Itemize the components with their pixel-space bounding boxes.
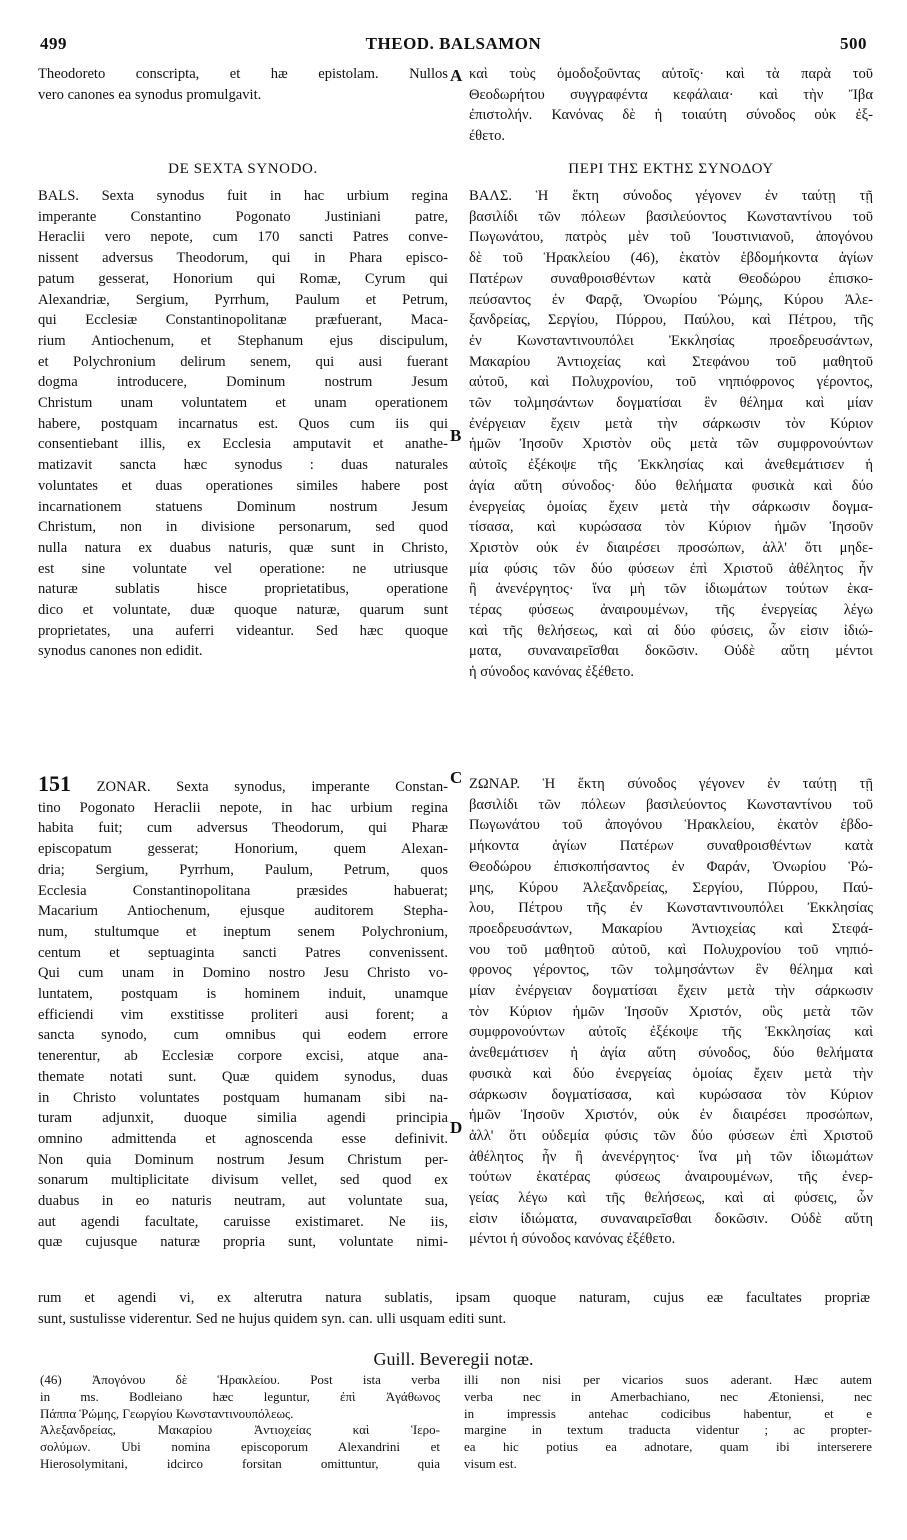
text-line: Macarium Antiochenum, ejusque auditorem Stepha- [38,903,448,920]
text-line: Heraclii vero nepote, cum 170 sancti Patres conve- [38,229,448,246]
text-line: Πωγωνάτου, πατρὸς μὲν τοῦ Ἰουστινιανοῦ, ἀπογόνου [469,229,873,246]
zonaras-greek [469,774,873,1250]
text-line: Christum unam voluntatem et unam operationem [38,395,448,412]
text-line: et Polychronium delirum senem, qui ausi fuerant [38,353,448,370]
note-line: visum est. [464,1455,517,1471]
text-line: τούτων ἑκατέρας φύσεως ἀναιρουμένων, τῆς ἐνερ- [469,1169,873,1186]
margin-letter-a: A [450,66,463,85]
text-line: tino Pogonato Heraclii nepote, in hac urbium regina [38,799,448,816]
text-line: ἡ σύνοδος κανόνας ἐξέθετο. [469,664,634,681]
text-line: dria; Sergium, Pyrrhum, Paulum, Petrum, quos [38,861,448,878]
text-line: ἐνέργειαν ἔχειν μετὰ τὴν σάρκωσιν τὸν Κύριον [469,415,873,432]
text-line: Μακαρίου Ἀντιοχείας καὶ Στεφάνου τοῦ μαθητοῦ [469,353,873,370]
text-line: τίσασα, καὶ κυρώσασα τὸν Κύριον ἡμῶν Ἰησοῦν [469,519,873,536]
text-line: turam adjunxit, duoque similia agendi principia [38,1110,448,1127]
text-line: Πατέρων συναθροισθέντων κατὰ Θεοδώρου ἐπισκο- [469,270,873,287]
text-line: λου, Πέτρου τῆς ἐν Κωνσταντινουπόλει Ἐκκλησίας [469,900,873,917]
text-line: αὐτοῖς ἐξέκοψε τῆς Ἐκκλησίας καὶ ἀνεθεμάτισεν ἡ [469,457,873,474]
note-line: illi non nisi per vicarios suos aderant. Hæc autem [464,1372,872,1387]
text-line: rum et agendi vi, ex alterutra natura sublatis, ipsam quoque naturam, cujus eæ facultates propriæ [38,1290,870,1306]
text-line: efficiendi vim exstitisse proliteri ausi forent; a [38,1006,448,1023]
text-line: voluntates et duas operationes similes habere post [38,477,448,494]
latin-section-title: DE SEXTA SYNODO. [168,161,318,177]
text-line: Θεοδωρήτου συγγραφέντα κεφάλαια· καὶ τὴν Ἴβα [469,86,873,103]
margin-letter-c: C [450,768,463,787]
text-line: naturæ sublatis hisce proprietatibus, operatione [38,581,448,598]
text-line: dogma introducere, Dominum nostrum Jesum [38,374,448,391]
text-line: Christum, non in divisione personarum, sed quod [38,519,448,536]
text-line: num, stultumque et ineptum senem Polychronium, [38,923,448,940]
text-line: αὐτοῦ, καὶ Πολυχρονίου, τοῦ νηπιόφρονος γέροντος, [469,374,873,391]
text-line: BALS. Sexta synodus fuit in hac urbium regina [38,188,448,204]
text-line: sancta synodo, cum omnibus qui eodem errore [38,1027,448,1044]
text-line: sunt, sustulisse viderentur. Sed ne hujus quidem syn. can. ulli usquam editi sunt. [38,1310,507,1327]
text-line: matizavit sancta hæc synodus : duas naturales [38,457,448,474]
note-line: margine in textum traducta videntur ; ac propter- [464,1422,872,1438]
text-line: ἀνεθεμάτισεν ἡ ἁγία αὕτη σύνοδος, δύο θελήματα [469,1045,873,1062]
text-line: τῶν τολμησάντων δογματίσαι ἓν θέλημα καὶ μίαν [469,395,873,412]
text-line: nulla natura ex duabus naturis, quæ sunt in Christo, [38,539,448,556]
notes-left-column [40,1372,440,1473]
text-line: tenerentur, ab Ecclesiæ corpore excisi, atque ana- [38,1048,448,1065]
note-line: verba nec in Amerbachiano, nec Ætoniensi, nec [464,1388,872,1404]
text-line: νου τοῦ μαθητοῦ αὐτοῦ, καὶ Πολυχρονίου τοῦ νηπιό- [469,941,873,958]
text-line: γείας λέγω καὶ τῆς θελήσεως, καὶ αἱ φύσεις, ὧν [469,1190,873,1207]
text-line: ξανδρείας, Σεργίου, Πύρρου, Παύλου, καὶ Πέτρου, τῆς [469,312,873,329]
text-line: patum gesserat, Honorium qui Romæ, Cyrum qui [38,270,448,287]
text-line: συμφρονούντων αὐτοῖς ἐξέκοψε τῆς Ἐκκλησίας καὶ [469,1024,873,1041]
text-line: dico et voluntate, duæ quoque naturæ, quarum sunt [38,602,448,619]
text-line: έθετο. [469,128,506,145]
text-line: τέρας φύσεως ἀναιρουμένων, τῆς ἐνεργείας λέγω [469,602,873,619]
zonaras-latin [38,771,448,1253]
text-line: τὸν Κύριον ἡμῶν Ἰησοῦν Χριστόν, οὓς μετὰ τῶν [469,1003,873,1020]
text-line: aut agendi facultate, caruisse existimaret. Ne iis, [38,1213,448,1230]
text-line: consentiebant illis, ex Ecclesia amputavit et anathe- [38,436,448,453]
latin-top-continuation [38,64,448,105]
text-line: προεδρευσάντων, Μακαρίου Ἀντιοχείας καὶ Στεφά- [469,920,873,937]
note-line: in impressis antehac codicibus habentur, et e [464,1405,872,1421]
text-line: ΒΑΛΣ. Ἡ ἕκτη σύνοδος γέγονεν ἐν ταύτῃ τῇ [469,188,873,204]
text-line: qui Ecclesiæ Constantinopolitanæ præfuerant, Maca- [38,312,448,329]
text-line: Non quia Dominum nostrum Jesum Christum per- [38,1151,448,1168]
text-line: ματα, συναναιρεῖσθαι δοκῶσιν. Οὐδὲ αὕτη μέντοι [469,643,873,660]
text-line: nissent adversus Theodorum, qui in Phara episco- [38,250,448,267]
notes-right-column [464,1372,872,1473]
text-line: habita fuit; cum adversus Theodorum, qui Pharæ [38,820,448,837]
text-line: ἁγία αὕτη σύνοδος· δύο θελήματα φυσικὰ καὶ δύο [469,477,873,494]
text-line: μίαν ἐνέργειαν δογματίσαι ἔχειν μετὰ τὴν σάρκωσιν [469,983,873,1000]
text-line [38,771,448,798]
text-line: βασιλίδι τῶν πόλεων βασιλεύοντος Κωνσταντίνου τοῦ [469,208,873,225]
running-title: THEOD. BALSAMON [365,34,542,53]
text-line: imperante Constantino Pogonato Justiniani patre, [38,208,448,225]
margin-letter-d: D [450,1118,463,1137]
text-line: ἐν Κωνσταντινουπόλει Ἐκκλησίας προεδρευσάντων, [469,332,873,349]
note-line: ea hic potius ea adnotare, quam ibi interserere [464,1439,872,1455]
text-line: centum et septuaginta sancti Patres convenissent. [38,944,448,961]
balsamon-latin [38,186,448,662]
note-line: Ἀλεξανδρείας, Μακαρίου Ἀντιοχείας καὶ Ἱερο- [40,1422,440,1438]
text-line: βασιλίδι τῶν πόλεων βασιλεύοντος Κωνσταντίνου τοῦ [469,796,873,813]
right-page-number: 500 [840,34,867,53]
note-line: σολύμων. Ubi nomina episcoporum Alexandrini et [40,1439,440,1455]
text-line: themate notati sunt. Quæ quidem synodus, duas [38,1068,448,1085]
text-line: σάρκωσιν δογματίσασα, καὶ κυρώσασα τὸν Κύριον [469,1086,873,1103]
text-line: ἡμῶν Ἰησοῦν Χριστόν, οὐκ ἐν διαιρέσει προσώπων, [469,1107,873,1124]
text-line: δὲ τοῦ Ἡρακλείου (46), ἑκατὸν ἑβδομήκοντα ἁγίων [469,250,873,267]
text-line: Alexandriæ, Sergium, Pyrrhum, Paulum et Petrum, [38,291,448,308]
note-line: Hierosolymitani, idcirco forsitan omittuntur, quia [40,1455,440,1471]
text-line: φρονος γέροντος, τῶν τολμησάντων ἓν θέλημα καὶ [469,962,873,979]
text-line: μία φύσις τῶν δύο φύσεων ἐπὶ Χριστοῦ ἀθέλητος ἦν [469,560,873,577]
text-line: vero canones ea synodus promulgavit. [38,86,262,103]
text-line: episcopatum gesserat; Honorium, quem Alexan- [38,841,448,858]
text-line: καὶ τοὺς ὁμοδοξοῦντας αὐτοῖς· καὶ τὰ παρὰ τοῦ [469,66,873,82]
text-line: Ecclesia Constantinopolitana præsides habuerat; [38,882,448,899]
text-line: est sine voluntate vel operatione: ne utriusque [38,560,448,577]
margin-letter-b: B [450,426,462,445]
text-line: luntatem, postquam is hominem induit, unamque [38,986,448,1003]
text-line: Qui cum unam in Domino nostro Jesu Christo vo- [38,965,448,982]
note-line: in ms. Bodleiano hæc leguntur, ἐπὶ Ἀγάθωνος [40,1388,440,1404]
text-line: quæ cujusque naturæ propria sunt, voluntate nimi- [38,1234,448,1251]
text-line: φυσικὰ καὶ δύο ἐνεργείας ὁμοίας ἔχειν μετὰ τὴν [469,1065,873,1082]
text-line: omnino admittenda et agnoscenda esse definivit. [38,1130,448,1147]
text-line: duabus in eo naturis neutram, aut voluntate sua, [38,1193,448,1210]
text-line: ΖΩΝΑΡ. Ἡ ἕκτη σύνοδος γέγονεν ἐν ταύτῃ τῇ [469,776,873,792]
text-line: ἐνεργείας ὁμοίας ἔχειν μετὰ τὴν σάρκωσιν δογμα- [469,498,873,515]
text-line: μέντοι ἡ σύνοδος κανόνας ἐξέθετο. [469,1231,676,1248]
left-page-number: 499 [40,34,67,53]
text-line: proprietates, una auferri videantur. Sed hæc quoque [38,622,448,639]
text-line: ἀλλ' ὅτι οὐδεμία φύσις τῶν δύο φύσεων ἐπὶ Χριστοῦ [469,1127,873,1144]
text-line: incarnationem statuens Dominum nostrum Jesum [38,498,448,515]
balsamon-greek [469,186,873,683]
text-line: habere, postquam incarnatus est. Quos cum iis qui [38,415,448,432]
text-line: ἐπιστολήν. Κανόνας δὲ ἡ τοιαύτη σύνοδος οὐκ ἐξ- [469,107,873,124]
text-line: synodus canones non edidit. [38,643,203,660]
text-line: Θεοδώρου ἐπισκοπήσαντος ἐν Φαράν, Ὀνωρίου Ῥώ- [469,858,873,875]
text-line: ἡμῶν Ἰησοῦν Χριστὸν οὓς μετὰ τῶν συμφρονούντων [469,436,873,453]
text-line: καὶ τῆς θελήσεως, καὶ αἱ δύο φύσεις, ὧν εἰσιν ἰδιώ- [469,622,873,639]
greek-section-title: ΠΕΡΙ ΤΗΣ ΕΚΤΗΣ ΣΥΝΟΔΟΥ [568,161,774,177]
notes-title: Guill. Beveregii notæ. [373,1349,534,1369]
text-line: μης, Κύρου Ἀλεξανδρείας, Σεργίου, Πύρρου, Παύ- [469,879,873,896]
text-line: μήκοντα ἁγίων Πατέρων συναθροισθέντων κατὰ [469,838,873,855]
greek-top-continuation [469,64,873,147]
text-line: εἰσιν ἰδιώματα, συναναιρεῖσθαι δοκῶσιν. Οὐδὲ αὕτη [469,1210,873,1227]
column-number: 151 [38,771,71,796]
text-line: Πωγωνάτου τοῦ ἀπογόνου Ἡρακλείου, ἑκατὸν ἑβδο- [469,817,873,834]
note-line: (46) Ἀπογόνου δὲ Ἡρακλείου. Post ista verba [40,1372,440,1387]
text-line: Theodoreto conscripta, et hæ epistolam. Nullos [38,66,448,82]
text-line: rium Antiochenum, et Stephanum ejus discipulum, [38,332,448,349]
text-line: πεύσαντος ἐν Φαρᾷ, Ὀνωρίου Ῥώμης, Κύρου Ἀλε- [469,291,873,308]
text-line: Χριστὸν οὐκ ἐν διαιρέσει προσώπων, ἀλλ' ὅτι μηδε- [469,539,873,556]
note-line: Πάππα Ῥώμης, Γεωργίου Κωνσταντινουπόλεως. [40,1405,294,1421]
text-line: in Christo voluntates postquam humanam sibi na- [38,1089,448,1106]
zonaras-latin-conclusion [38,1288,870,1329]
text-line: sonarum multiplicitate divisum vellet, sed quod ex [38,1172,448,1189]
zonaras-first-line: ZONAR. Sexta synodus, imperante Constan- [96,779,448,795]
text-line: ἢ ἀνενέργητος· ἵνα μὴ τῶν ἰδιωμάτων τούτων ἑκα- [469,581,873,598]
text-line: ἀθέλητος ἦν ἢ ἀνενέργητος· ἵνα μὴ τῶν ἰδιωμάτων [469,1148,873,1165]
